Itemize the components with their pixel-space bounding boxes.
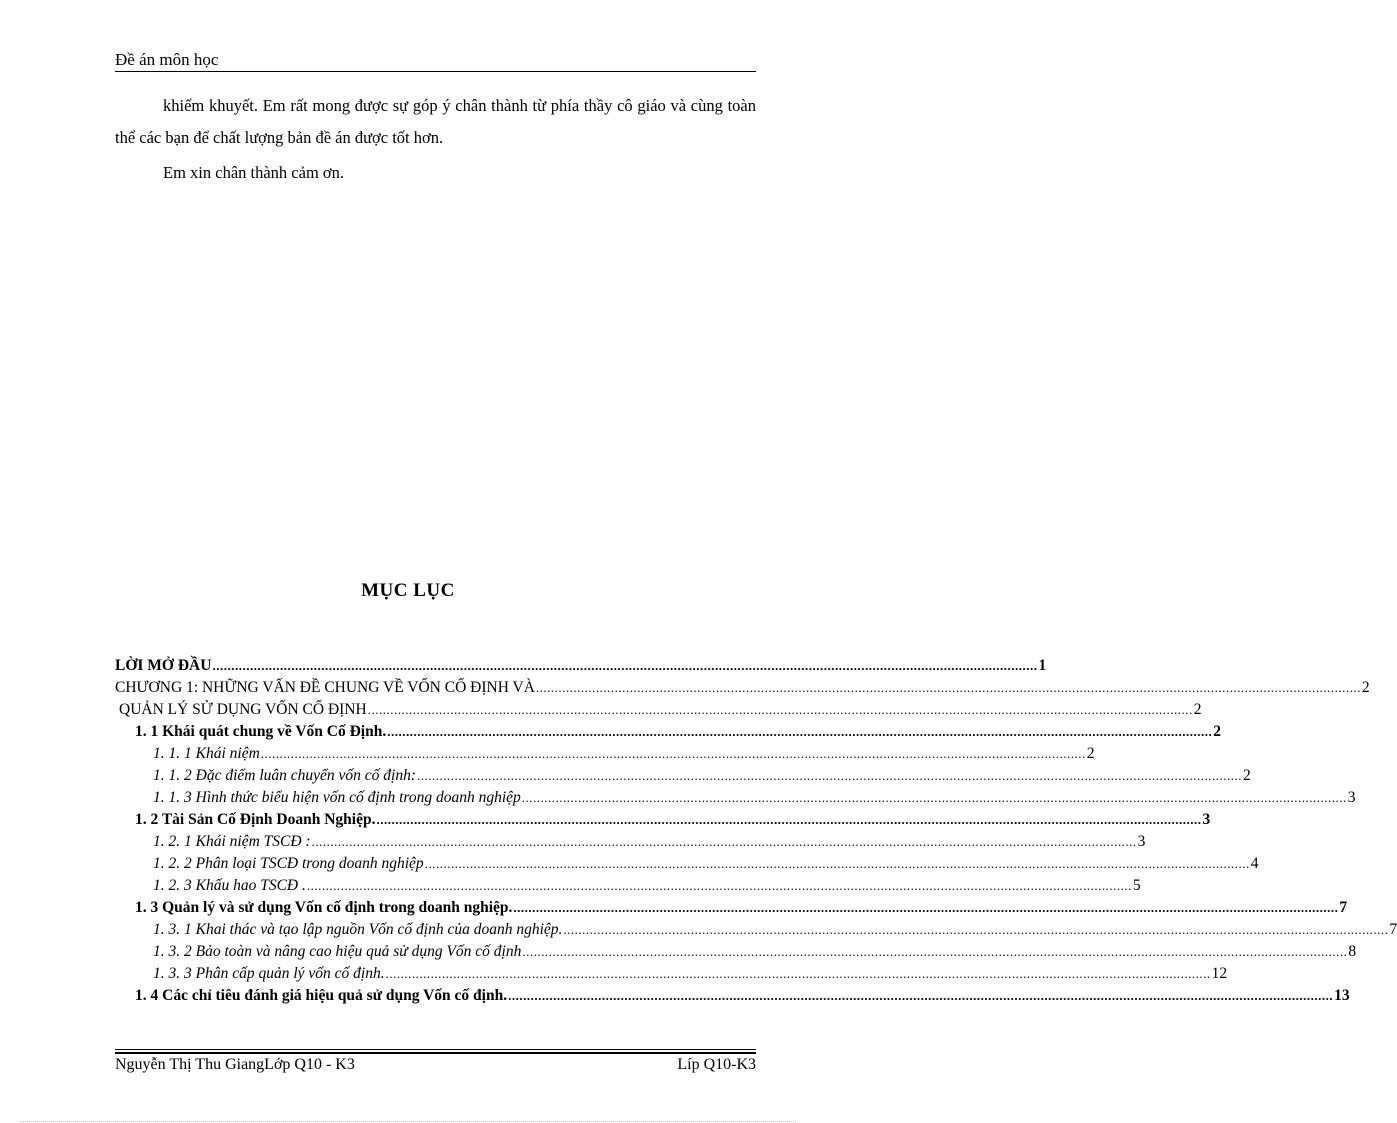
- toc-entry-title: 1. 1 Khái quát chung về Vốn Cố Định.: [135, 723, 387, 740]
- footer-rule: [115, 1049, 756, 1050]
- toc-entry-title: 1. 3. 3 Phân cấp quản lý vốn cố định.: [153, 965, 385, 982]
- toc-entry-title: CHƯƠNG 1: NHỮNG VẤN ĐỀ CHUNG VỀ VỐN CỐ ĐỊNH VÀ: [115, 679, 535, 696]
- toc-entry[interactable]: [115, 853, 1259, 875]
- toc-entry-page: 2: [1243, 767, 1251, 784]
- footer-rule-thick: [115, 1052, 756, 1054]
- toc-entry-title: 1. 1. 2 Đặc điểm luân chuyển vốn cố định:: [153, 767, 417, 784]
- toc-entry[interactable]: [115, 985, 1350, 1007]
- toc-entry-title: 1. 3. 1 Khai thác và tạo lập nguồn Vốn cố định của doanh nghiệp.: [153, 921, 563, 938]
- toc-entry-page: 8: [1348, 943, 1357, 960]
- toc-entry-title: LỜI MỞ ĐẦU: [115, 657, 212, 674]
- toc-entry-title: 1. 4 Các chỉ tiêu đánh giá hiệu quả sử dụng Vốn cố định.: [135, 987, 508, 1004]
- toc-dot-leader: ............................................................................................................................................................................................................................: [424, 856, 1250, 871]
- toc-entry[interactable]: [115, 655, 1047, 677]
- toc-entry-page: 3: [1202, 811, 1211, 828]
- toc-entry[interactable]: [115, 919, 1397, 941]
- header-title: Đề án môn học: [115, 50, 219, 69]
- toc-entry-page: 3: [1347, 789, 1356, 806]
- toc-dot-leader: ............................................................................................................................................................................................................................: [367, 702, 1193, 717]
- footer-author: Nguyễn Thị Thu GiangLớp Q10 - K3: [115, 1056, 355, 1073]
- toc-dot-leader: ............................................................................................................................................................................................................................: [513, 900, 1339, 915]
- footer-class: Líp Q10-K3: [677, 1056, 756, 1073]
- toc-dot-leader: ............................................................................................................................................................................................................................: [535, 680, 1361, 695]
- toc-entry-page: 2: [1213, 723, 1221, 740]
- toc-entry[interactable]: [115, 677, 1370, 699]
- toc-dot-leader: ............................................................................................................................................................................................................................: [387, 724, 1213, 739]
- closing-paragraph: khiếm khuyết. Em rất mong được sự góp ý chân thành từ phía thầy cô giáo và cùng toàn thể các bạn để chất lượng bản đề án được tốt hơn.: [115, 96, 756, 147]
- page-edge: [20, 1121, 796, 1122]
- header-rule: [115, 71, 756, 72]
- toc-dot-leader: ............................................................................................................................................................................................................................: [376, 812, 1202, 827]
- toc-entry[interactable]: [115, 831, 1146, 853]
- toc-entry-title: QUẢN LÝ SỬ DỤNG VỐN CỐ ĐỊNH: [119, 701, 367, 718]
- toc-entry-page: 1: [1038, 657, 1047, 674]
- toc-entry-page: 3: [1137, 833, 1146, 850]
- toc-heading: MỤC LỤC: [361, 580, 455, 601]
- toc-entry-page: 12: [1211, 965, 1228, 982]
- toc-entry-page: 7: [1389, 921, 1397, 938]
- toc-entry-title: 1. 2 Tài Sản Cố Định Doanh Nghiệp.: [135, 811, 376, 828]
- thanks-paragraph: Em xin chân thành cảm ơn.: [163, 163, 345, 182]
- toc-entry[interactable]: [115, 941, 1357, 963]
- toc-entry-page: 2: [1361, 679, 1370, 696]
- toc-entry[interactable]: [115, 765, 1251, 787]
- toc-dot-leader: ............................................................................................................................................................................................................................: [260, 746, 1086, 761]
- toc-entry-page: 13: [1334, 987, 1350, 1004]
- toc-entry[interactable]: [115, 743, 1095, 765]
- toc-dot-leader: ............................................................................................................................................................................................................................: [385, 966, 1211, 981]
- toc-entry[interactable]: [115, 963, 1228, 985]
- table-of-contents: [115, 655, 1397, 1007]
- toc-entry-title: 1. 2. 3 Khấu hao TSCĐ .: [153, 877, 306, 894]
- toc-entry-title: 1. 2. 2 Phân loại TSCĐ trong doanh nghiệp: [153, 855, 424, 872]
- toc-entry[interactable]: [115, 897, 1348, 919]
- toc-entry-page: 4: [1250, 855, 1259, 872]
- toc-entry-title: 1. 2. 1 Khái niệm TSCĐ :: [153, 833, 311, 850]
- toc-entry-page: 2: [1193, 701, 1202, 718]
- toc-entry[interactable]: [115, 787, 1356, 809]
- toc-entry-page: 7: [1339, 899, 1348, 916]
- toc-entry[interactable]: [115, 721, 1221, 743]
- toc-entry[interactable]: [115, 875, 1141, 897]
- toc-dot-leader: ............................................................................................................................................................................................................................: [521, 790, 1347, 805]
- toc-entry-page: 2: [1086, 745, 1095, 762]
- toc-entry-page: 5: [1132, 877, 1141, 894]
- toc-entry-title: 1. 1. 3 Hình thức biểu hiện vốn cố định trong doanh nghiệp: [153, 789, 521, 806]
- toc-dot-leader: ............................................................................................................................................................................................................................: [522, 944, 1348, 959]
- toc-entry-title: 1. 3 Quản lý và sử dụng Vốn cố định trong doanh nghiệp.: [135, 899, 513, 916]
- toc-dot-leader: ............................................................................................................................................................................................................................: [417, 768, 1243, 783]
- toc-entry-title: 1. 1. 1 Khái niệm: [153, 745, 260, 762]
- toc-dot-leader: ............................................................................................................................................................................................................................: [508, 988, 1334, 1003]
- toc-entry[interactable]: [115, 699, 1202, 721]
- toc-entry-title: 1. 3. 2 Bảo toàn và nâng cao hiệu quả sử dụng Vốn cố định: [153, 943, 522, 960]
- toc-dot-leader: ............................................................................................................................................................................................................................: [563, 922, 1389, 937]
- toc-entry[interactable]: [115, 809, 1211, 831]
- toc-dot-leader: ............................................................................................................................................................................................................................: [311, 834, 1137, 849]
- toc-dot-leader: ............................................................................................................................................................................................................................: [212, 658, 1038, 673]
- toc-dot-leader: ............................................................................................................................................................................................................................: [306, 878, 1132, 893]
